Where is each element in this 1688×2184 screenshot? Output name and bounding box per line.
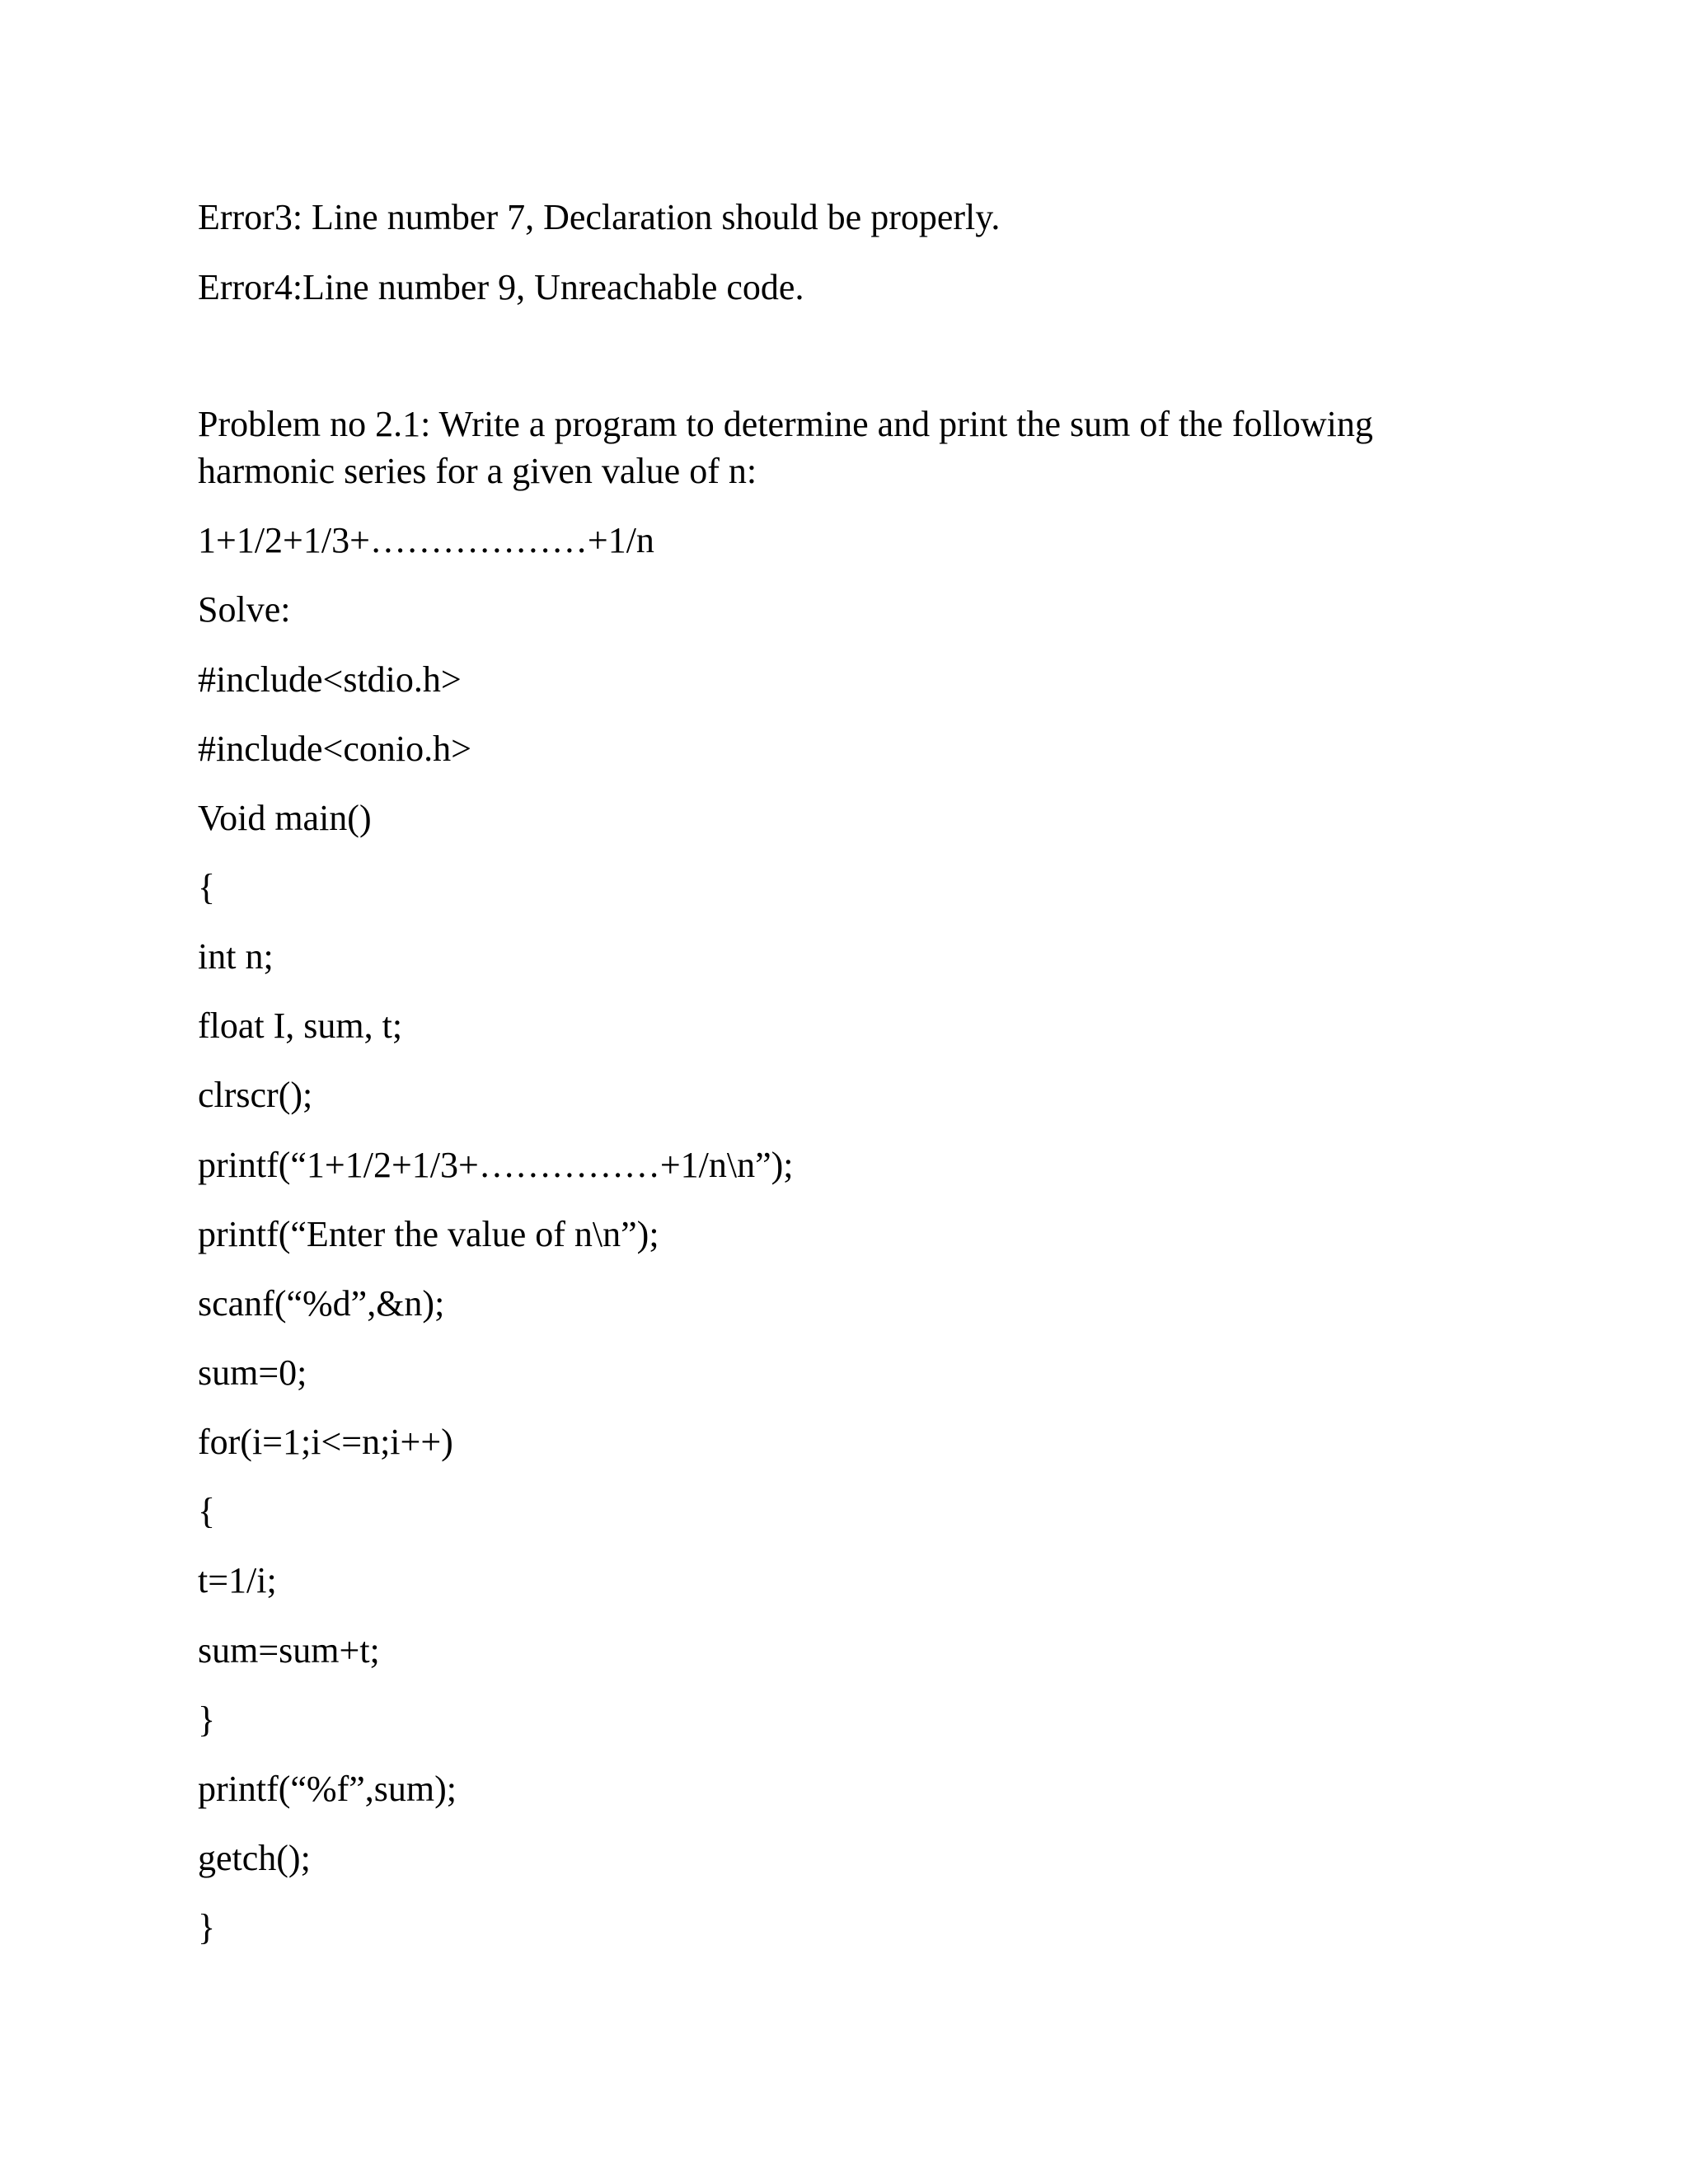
- problem-statement-line-1: Problem no 2.1: Write a program to determine and print the sum of the following: [198, 404, 1373, 444]
- code-line: getch();: [198, 1838, 311, 1878]
- code-line: printf(“%f”,sum);: [198, 1769, 457, 1809]
- code-line: clrscr();: [198, 1075, 313, 1115]
- code-line: #include<conio.h>: [198, 729, 471, 769]
- code-line: printf(“1+1/2+1/3+……………+1/n\n”);: [198, 1145, 794, 1185]
- code-line: float I, sum, t;: [198, 1005, 403, 1046]
- code-line: for(i=1;i<=n;i++): [198, 1422, 453, 1462]
- problem-statement-line-2: harmonic series for a given value of n:: [198, 451, 757, 491]
- code-line: }: [198, 1699, 216, 1740]
- error-line-3: Error3: Line number 7, Declaration should be properly.: [198, 197, 1001, 237]
- code-line: sum=sum+t;: [198, 1630, 380, 1671]
- solve-label: Solve:: [198, 589, 291, 630]
- code-line: printf(“Enter the value of n\n”);: [198, 1214, 659, 1254]
- code-line: sum=0;: [198, 1352, 307, 1393]
- harmonic-series: 1+1/2+1/3+………………+1/n: [198, 520, 654, 560]
- code-line: scanf(“%d”,&n);: [198, 1283, 445, 1324]
- code-line: t=1/i;: [198, 1560, 277, 1601]
- code-line: }: [198, 1907, 216, 1947]
- code-line: {: [198, 1491, 216, 1531]
- code-line: int n;: [198, 936, 274, 977]
- code-line: #include<stdio.h>: [198, 659, 462, 700]
- code-line: Void main(): [198, 798, 372, 838]
- code-line: {: [198, 867, 216, 907]
- error-line-4: Error4:Line number 9, Unreachable code.: [198, 267, 804, 307]
